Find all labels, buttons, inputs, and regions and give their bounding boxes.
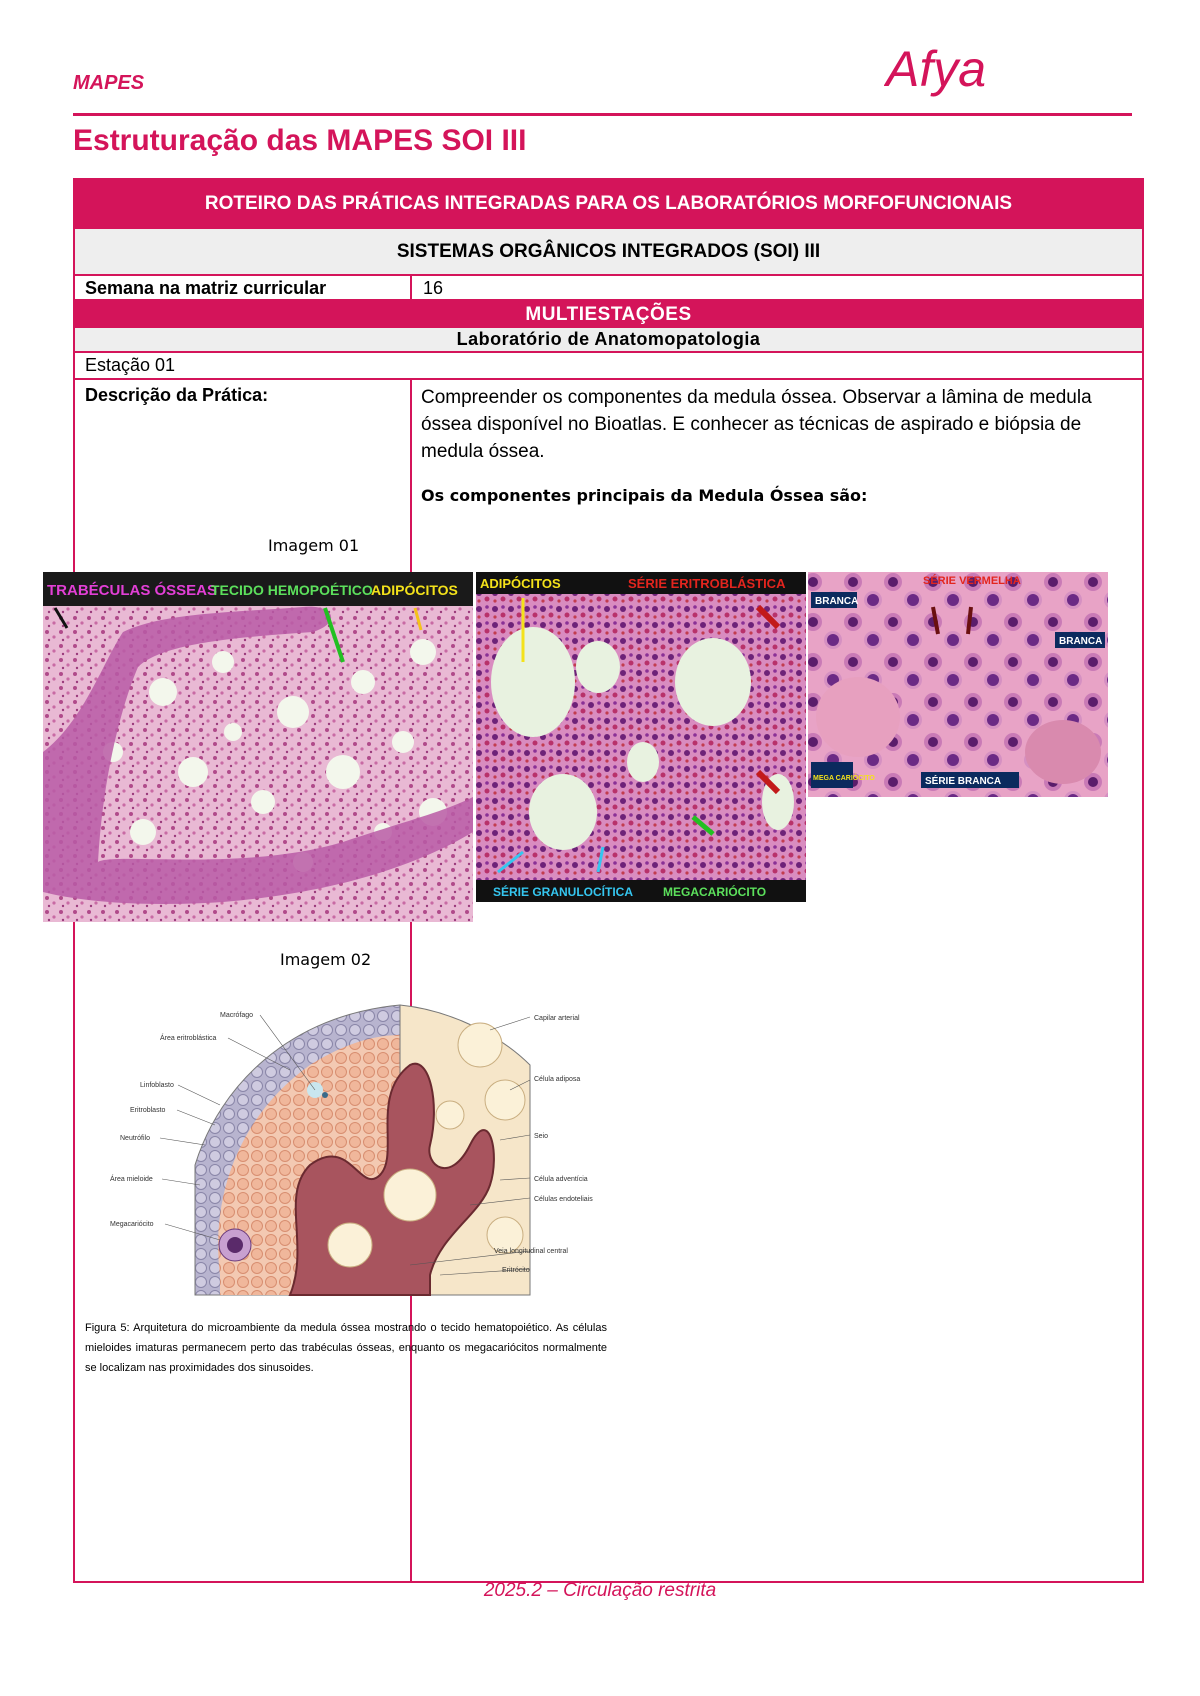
- laboratorio-header: [73, 328, 1144, 353]
- componentes-heading: Os componentes principais da Medula Óssea são:: [421, 486, 868, 505]
- label-megacariocito: MEGACARIÓCITO: [663, 885, 767, 899]
- micrograph-panels: [43, 572, 1108, 927]
- micrograph-panel-3: [808, 572, 1108, 797]
- svg-text:Célula adventícia: Célula adventícia: [534, 1176, 588, 1183]
- laboratorio-text: Laboratório de Anatomopatologia: [456, 329, 761, 349]
- micrograph-panel-1: [43, 572, 473, 922]
- label-branca-1: BRANCA: [815, 596, 859, 607]
- estacao-row: [73, 353, 1144, 380]
- svg-text:Linfoblasto: Linfoblasto: [140, 1082, 174, 1089]
- column-divider: [410, 276, 412, 301]
- label-branca-2: BRANCA: [1059, 636, 1103, 647]
- estacao-text: Estação 01: [85, 355, 176, 375]
- label-mega-cariocito: MEGA CARIÓCITO: [813, 775, 875, 782]
- figure-caption: Figura 5: Arquitetura do microambiente da medula óssea mostrando o tecido hematopoiético. As células mieloides imaturas permanecem perto das trabéculas ósseas, enquanto os megacariócitos normalmente se localizam nas proximidades dos sinusoides.: [85, 1322, 607, 1374]
- header-rule: [73, 113, 1132, 116]
- label-adipocitos-2: ADIPÓCITOS: [480, 576, 561, 591]
- label-serie-eritroblastica: SÉRIE ERITROBLÁSTICA: [628, 576, 786, 591]
- roteiro-header: [73, 178, 1144, 229]
- imagem-02-label: Imagem 02: [280, 950, 372, 969]
- svg-text:Área eritroblástica: Área eritroblástica: [160, 1035, 217, 1042]
- column-divider: [410, 380, 412, 1583]
- svg-text:Eritrócito: Eritrócito: [502, 1267, 530, 1274]
- micrograph-panel-2: [476, 572, 806, 902]
- label-tecido-hemopoetico: TECIDO HEMOPOÉTICO: [211, 582, 373, 598]
- soi-header: [73, 229, 1144, 276]
- multiestacoes-header: [73, 301, 1144, 328]
- label-serie-vermelha: SÉRIE VERMELHA: [923, 575, 1021, 587]
- header-label: MAPES: [73, 72, 145, 94]
- label-trabeculas: TRABÉCULAS ÓSSEAS: [47, 582, 218, 599]
- multiestacoes-text: MULTIESTAÇÕES: [525, 303, 692, 325]
- svg-text:Megacariócito: Megacariócito: [110, 1221, 154, 1228]
- svg-text:Macrófago: Macrófago: [220, 1012, 254, 1019]
- soi-text: SISTEMAS ORGÂNICOS INTEGRADOS (SOI) III: [396, 240, 821, 262]
- semana-label: Semana na matriz curricular: [85, 278, 327, 298]
- descricao-label: Descrição da Prática:: [85, 385, 269, 405]
- label-serie-granulocitica: SÉRIE GRANULOCÍTICA: [493, 885, 634, 899]
- roteiro-text: ROTEIRO DAS PRÁTICAS INTEGRADAS PARA OS LABORATÓRIOS MORFOFUNCIONAIS: [204, 192, 1013, 214]
- document-title: Estruturação das MAPES SOI III: [73, 124, 527, 157]
- svg-text:Área mieloide: Área mieloide: [110, 1176, 153, 1183]
- svg-text:Células endoteliais: Células endoteliais: [534, 1196, 593, 1203]
- svg-text:Afya: Afya: [886, 41, 987, 97]
- label-adipocitos: ADIPÓCITOS: [371, 582, 458, 598]
- semana-value: 16: [423, 278, 444, 298]
- svg-text:Célula adiposa: Célula adiposa: [534, 1076, 581, 1083]
- svg-text:Neutrófilo: Neutrófilo: [120, 1135, 150, 1142]
- footer-text: 2025.2 – Circulação restrita: [483, 1580, 717, 1601]
- afya-logo: [884, 38, 1014, 98]
- svg-text:Seio: Seio: [534, 1133, 549, 1140]
- svg-text:Eritroblasto: Eritroblasto: [130, 1107, 166, 1114]
- bone-marrow-diagram: [110, 995, 610, 1305]
- imagem-01-label: Imagem 01: [268, 536, 360, 555]
- descricao-text: Compreender os componentes da medula óssea. Observar a lâmina de medula óssea disponível no Bioatlas. E conhecer as técnicas de aspirado e biópsia de medula óssea.: [421, 387, 1092, 462]
- label-serie-branca: SÉRIE BRANCA: [925, 776, 1002, 787]
- svg-text:Veia longitudinal central: Veia longitudinal central: [494, 1248, 568, 1255]
- svg-text:Capilar arterial: Capilar arterial: [534, 1015, 580, 1022]
